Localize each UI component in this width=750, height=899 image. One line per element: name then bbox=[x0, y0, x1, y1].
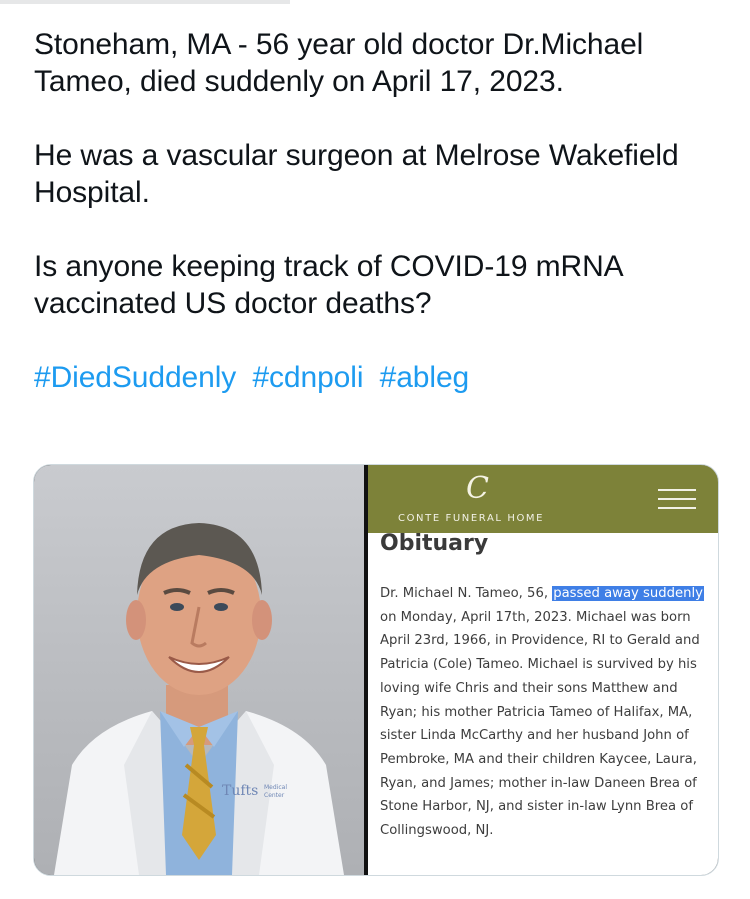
media-attachment[interactable] bbox=[33, 464, 719, 876]
portrait-illustration bbox=[34, 465, 364, 875]
hamburger-menu-icon[interactable] bbox=[658, 489, 696, 509]
obituary-title: Obituary bbox=[380, 531, 489, 556]
hashtag-ableg[interactable]: #ableg bbox=[379, 361, 470, 394]
post-paragraph-2: He was a vascular surgeon at Melrose Wakefield Hospital. bbox=[34, 139, 679, 209]
funeral-home-header bbox=[368, 465, 718, 533]
obituary-screenshot bbox=[368, 465, 718, 875]
obituary-text-start: Dr. Michael N. Tameo, 56, bbox=[380, 586, 553, 601]
hashtag-cdnpoli[interactable]: #cdnpoli bbox=[252, 361, 364, 394]
hashtag-list bbox=[34, 359, 724, 396]
post-text bbox=[34, 26, 724, 396]
obituary-body bbox=[380, 582, 710, 843]
doctor-portrait-photo bbox=[34, 465, 364, 875]
highlighted-phrase: passed away suddenly bbox=[553, 586, 703, 601]
funeral-home-name: CONTE FUNERAL HOME bbox=[398, 513, 545, 524]
svg-text:Medical: Medical bbox=[264, 784, 287, 791]
svg-text:Center: Center bbox=[264, 792, 285, 799]
post-paragraph-1: Stoneham, MA - 56 year old doctor Dr.Michael Tameo, died suddenly on April 17, 2023. bbox=[34, 28, 644, 98]
obituary-text-rest: on Monday, April 17th, 2023. Michael was born April 23rd, 1966, in Providence, RI to Gerald and Patricia (Cole) Tameo. Michael is survived by his loving wife Chris and their sons Matthew and Ryan; his mother Patricia Tameo of Halifax, MA, sister Linda McCarthy and her husband John of Pembroke, MA and their children Kaycee, Laura, Ryan, and James; mother in-law Daneen Brea of Stone Harbor, NJ, and sister in-law Lynn Brea of Collingswood, NJ. bbox=[380, 609, 700, 839]
post-paragraph-3: Is anyone keeping track of COVID-19 mRNA vaccinated US doctor deaths? bbox=[34, 250, 622, 320]
top-divider bbox=[0, 0, 290, 4]
coat-logo-text: Tufts bbox=[222, 783, 259, 799]
hashtag-diedsuddenly[interactable]: #DiedSuddenly bbox=[34, 361, 237, 394]
funeral-home-logo: C bbox=[466, 471, 489, 506]
